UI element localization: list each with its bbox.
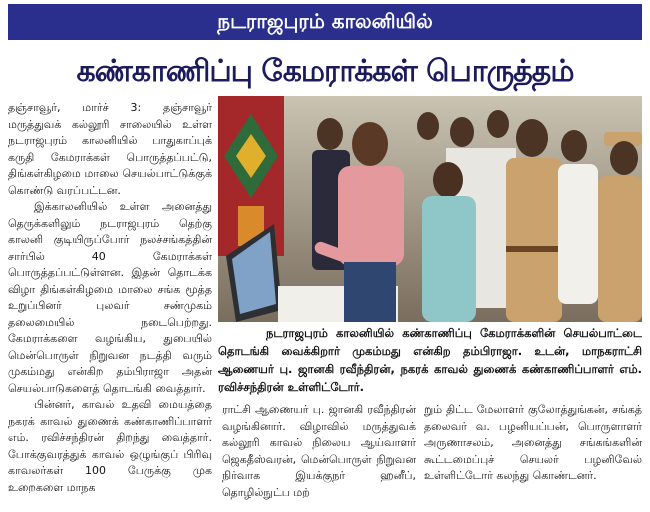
- body-paragraph-5: றும் திட்ட மேலாளர் குலோத்துங்கன், சங்கத் தலைவர் வ. பழனியப்பன், பொருளாளர் அருணாசலம், அனைத்து சங்கங்களின் கூட்டமைப்புச் செயலர் பழனிவேல் உள்ளிட்டோர் கலந்து கொண்டனர்.: [424, 403, 642, 482]
- news-photo: [218, 96, 642, 322]
- photo-illustration: [218, 96, 642, 322]
- body-column-2: [222, 402, 416, 510]
- body-paragraph-2: இக்காலனியில் உள்ள அனைத்து தெருக்களிலும் நடராஜபுரம் தெற்கு காலனி குடியிருப்போர் நலச்சங்கத்தின் சார்பில் 40 கேமராக்கள் பொருத்தப்பட்டுள்ளன. இதன் தொடக்க விழா திங்கள்கிழமை மாலை சங்க மூத்த உறுப்பினர் புலவர் சண்முகம் தலைமையில் நடைபெற்றது. கேமராக்களை வழங்கிய, துபையில் மென்பொருள் நிறுவன நடத்தி வரும் முகம்மது என்கிற தம்பிராஜா அதன் செயல்பாடுகளைத் தொடங்கி வைத்தார்.: [8, 200, 212, 395]
- body-paragraph-4: ராட்சி ஆணையர் பு. ஜானகி ரவீந்திரன் வழங்கினார். விழாவில் மருத்துவக் கல்லூரி காவல் நிலைய ஆய்வாளர் ஜெகதீஸ்வரன், மென்பொருள் நிறுவன நிர்வாக இயக்குநர் ஹனீப், தொழில்நுட்ப மற்: [222, 403, 416, 499]
- body-paragraph-1: தஞ்சாவூர், மார்ச் 3: தஞ்சாவூர் மருத்துவக் கல்லூரி சாலையில் உள்ள நடராஜபுரம் காலனியில் பாதுகாப்புக் கருதி கேமராக்கள் பொருத்தப்பட்டு, திங்கள்கிழமை மாலை செயல்பாட்டுக்குக் கொண்டு வரப்பட்டன.: [8, 101, 212, 197]
- kicker-text: நடராஜபுரம் காலனியில்: [217, 8, 433, 33]
- body-column-1: [8, 100, 212, 508]
- body-paragraph-3: பின்னர், காவல் உதவி மையத்தை நகரக் காவல் துணைக் கண்காணிப்பாளர் எம். ரவிச்சந்திரன் திறந்து வைத்தார். போக்குவரத்துக் காவல் ஒழுங்குப் பிரிவு காவலர்கள் 100 பேருக்கு முக உறைகளை மாநக: [8, 398, 212, 494]
- kicker-banner: [8, 4, 642, 40]
- caption-text: நடராஜபுரம் காலனியில் கண்காணிப்பு கேமராக்களின் செயல்பாட்டை தொடங்கி வைக்கிறார் முகம்மது என்கிற தம்பிராஜா. உடன், மாநகராட்சி ஆணையர் பு. ஜானகி ரவீந்திரன், நகரக் காவல் துணைக் கண்காணிப்பாளர் எம். ரவிச்சந்திரன் உள்ளிட்டோர்.: [218, 326, 642, 394]
- body-column-3: [424, 402, 642, 510]
- photo-caption: [218, 324, 642, 398]
- headline: கண்காணிப்பு கேமராக்கள் பொருத்தம்: [76, 54, 574, 89]
